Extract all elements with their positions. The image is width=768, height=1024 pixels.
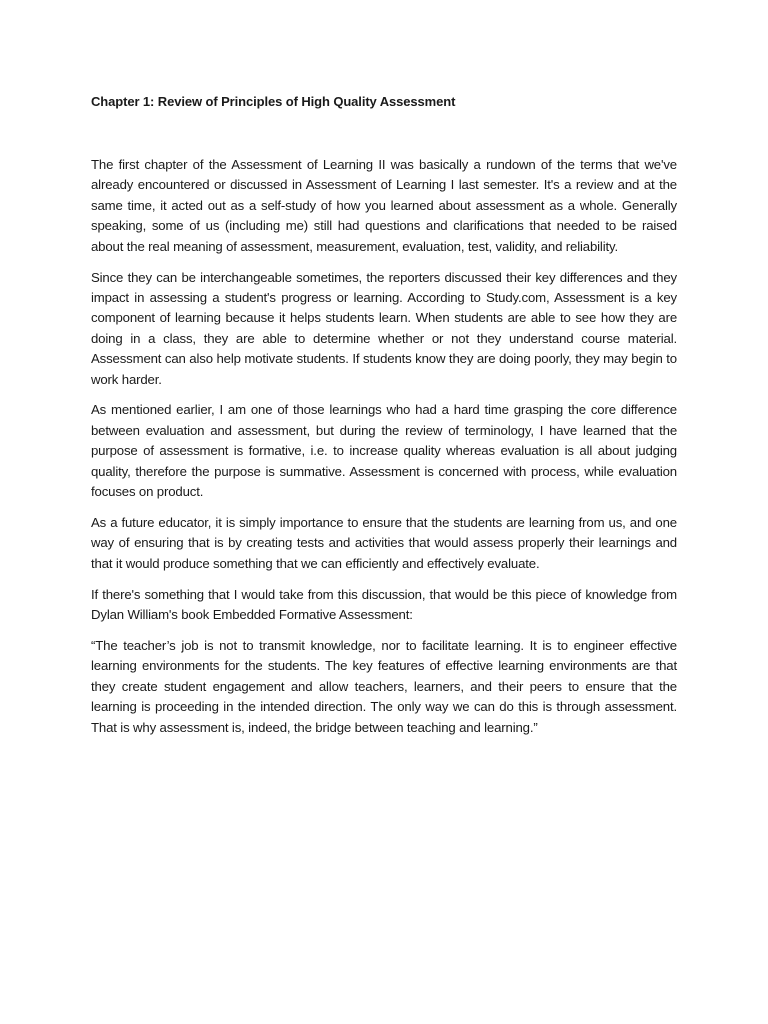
paragraph-future-educator: As a future educator, it is simply importance to ensure that the students are learning from us, and one way of ensuring that is by creating tests and activities that would assess properly their learnings and that it would produce something that we can efficiently and effectively evaluate. <box>91 515 677 571</box>
chapter-heading: Chapter 1: Review of Principles of High Quality Assessment <box>91 94 456 109</box>
paragraph-evaluation-vs-assessment: As mentioned earlier, I am one of those learnings who had a hard time grasping the core difference between evaluation and assessment, but during the review of terminology, I have learned that the purpose of assessment is formative, i.e. to increase quality whereas evaluation is all about judging quality, therefore the purpose is summative. Assessment is concerned with process, while evaluation focuses on product. <box>91 402 677 500</box>
document-body <box>91 92 677 749</box>
paragraph-takeaway: If there's something that I would take from this discussion, that would be this piece of knowledge from Dylan William's book Embedded Formative Assessment: <box>91 586 677 623</box>
paragraph-quote: “The teacher’s job is not to transmit knowledge, nor to facilitate learning. It is to engineer effective learning environments for the students. The key features of effective learning environments are that they create student engagement and allow teachers, learners, and their peers to ensure that the learning is proceeding in the intended direction. The only way we can do this is through assessment. That is why assessment is, indeed, the bridge between teaching and learning.” <box>91 638 677 735</box>
paragraph-definitions: Since they can be interchangeable sometimes, the reporters discussed their key differences and they impact in assessing a student's progress or learning. According to Study.com, Assessment is a key component of learning because it helps students learn. When students are able to see how they are doing in a class, they are able to determine whether or not they understand course material. Assessment can also help motivate students. If students know they are doing poorly, they may begin to work harder. <box>91 269 677 387</box>
paragraph-intro: The first chapter of the Assessment of Learning II was basically a rundown of the terms that we've already encountered or discussed in Assessment of Learning I last semester. It's a review and at the same time, it acted out as a self-study of how you learned about assessment as a whole. Generally speaking, some of us (including me) still had questions and clarifications that needed to be raised about the real meaning of assessment, measurement, evaluation, test, validity, and reliability. <box>91 157 677 254</box>
